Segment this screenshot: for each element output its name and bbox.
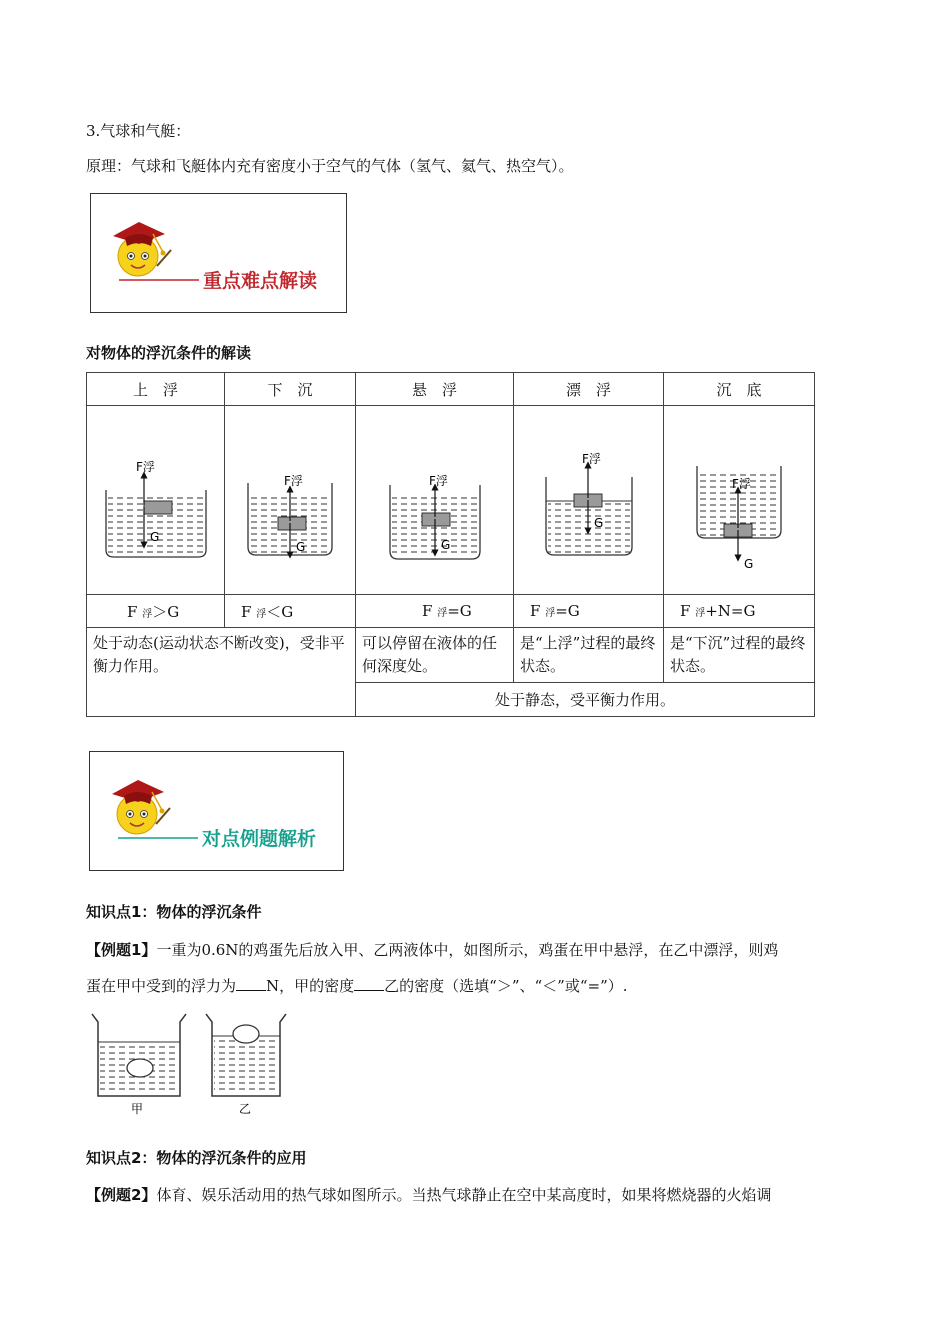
example1-line1: 【例题1】一重为0.6N的鸡蛋先后放入甲、乙两液体中，如图所示，鸡蛋在甲中悬浮，在乙中漂浮，则鸡 <box>86 941 779 959</box>
desc-dynamic: 处于动态(运动状态不断改变)，受非平衡力作用。 <box>87 628 356 717</box>
svg-text:G: G <box>149 530 159 544</box>
kp1-title: 知识点1：物体的浮沉条件 <box>86 903 262 921</box>
section3-principle: 原理：气球和飞艇体内充有密度小于空气的气体（氢气、氦气、热空气）。 <box>86 157 574 175</box>
banner-title: 重点难点解读 <box>203 270 318 292</box>
table-caption: 对物体的浮沉条件的解读 <box>86 344 252 362</box>
section-banner-key-points <box>90 193 347 313</box>
header-suspend: 悬 浮 <box>356 373 514 406</box>
svg-text:F浮: F浮 <box>428 474 448 488</box>
example2-text: 【例题2】体育、娱乐活动用的热气球如图所示。当热气球静止在空中某高度时，如果将燃烧器的火焰调 <box>86 1186 772 1204</box>
svg-text:G: G <box>296 540 306 554</box>
relation-bottom: F 浮+N=G <box>664 595 815 628</box>
eggs-in-beakers-figure <box>88 1008 288 1118</box>
section-banner-examples <box>89 751 344 871</box>
header-sink: 下 沉 <box>225 373 356 406</box>
diagram-float <box>514 406 664 595</box>
header-rise: 上 浮 <box>87 373 225 406</box>
diagram-sink <box>225 406 356 595</box>
beaker-label-yi: 乙 <box>239 1102 252 1116</box>
svg-text:F浮: F浮 <box>732 477 751 491</box>
relation-float: F 浮=G <box>514 595 664 628</box>
mascot-scholar-icon <box>91 194 346 312</box>
svg-text:F浮: F浮 <box>135 460 155 474</box>
desc-suspend: 可以停留在液体的任何深度处。 <box>356 628 514 683</box>
float-sink-table <box>86 372 815 717</box>
diagram-suspend <box>356 406 514 595</box>
beaker-label-jia: 甲 <box>131 1102 144 1116</box>
desc-bottom: 是“下沉”过程的最终状态。 <box>664 628 815 683</box>
header-bottom: 沉 底 <box>664 373 815 406</box>
svg-text:G: G <box>440 538 450 552</box>
relation-suspend: F 浮=G <box>356 595 514 628</box>
desc-static: 处于静态，受平衡力作用。 <box>356 683 815 717</box>
header-float: 漂 浮 <box>514 373 664 406</box>
relation-sink: F 浮＜G <box>225 595 356 628</box>
svg-text:G: G <box>593 516 603 530</box>
answer-blank-2[interactable] <box>354 976 384 991</box>
svg-text:G: G <box>744 557 754 570</box>
example1-line2: 蛋在甲中受到的浮力为 N，甲的密度 乙的密度（选填“＞”、“＜”或“=”）. <box>86 977 628 995</box>
diagram-rise <box>87 406 225 595</box>
banner-title: 对点例题解析 <box>202 828 317 850</box>
svg-text:F浮: F浮 <box>581 452 601 466</box>
answer-blank-1[interactable] <box>236 976 266 991</box>
desc-float: 是“上浮”过程的最终状态。 <box>514 628 664 683</box>
kp2-title: 知识点2：物体的浮沉条件的应用 <box>86 1149 307 1167</box>
section3-title: 3.气球和气艇： <box>86 122 191 140</box>
diagram-bottom <box>664 406 815 595</box>
svg-text:F浮: F浮 <box>284 474 303 488</box>
mascot-scholar-icon <box>90 752 343 870</box>
relation-rise: F 浮＞G <box>87 595 225 628</box>
